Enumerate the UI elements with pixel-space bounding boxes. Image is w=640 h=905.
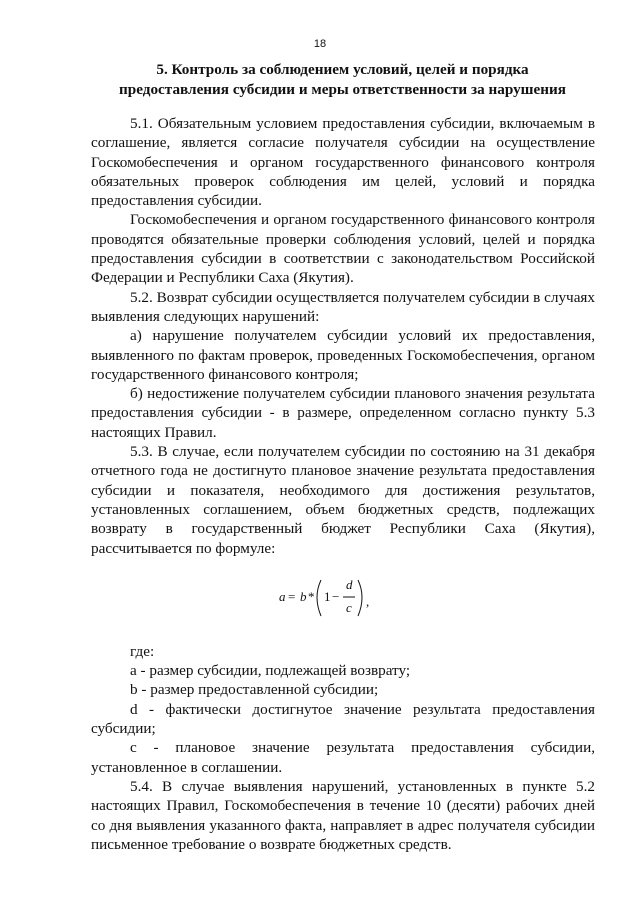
definition-d: d - фактически достигнутое значение результата предоставления субсидии; xyxy=(91,700,595,738)
formula-comma: , xyxy=(366,593,370,609)
section-title-line-1: 5. Контроль за соблюдением условий, целей и порядка xyxy=(156,61,529,78)
formula-numerator: d xyxy=(346,576,353,592)
formula-denominator: c xyxy=(346,599,352,615)
paragraph-item-b: б) недостижение получателем субсидии планового значения результата предоставления субсидии - в размере, определенном согласно пункту 5.3 настоящих Правил. xyxy=(91,385,595,441)
section-title-line-2: предоставления субсидии и меры ответственности за нарушения xyxy=(119,81,566,98)
formula-graphic xyxy=(273,566,413,626)
definitions-intro: где: xyxy=(130,642,155,660)
definition-c: c - плановое значение результата предоставления субсидии, установленное в соглашении. xyxy=(91,739,595,776)
definition-b: b - размер предоставленной субсидии; xyxy=(130,681,379,699)
definition-a: a - размер субсидии, подлежащей возврату; xyxy=(130,662,411,680)
right-paren xyxy=(358,580,362,616)
paragraph-5-2: 5.2. Возврат субсидии осуществляется получателем субсидии в случаях выявления следующих нарушений: xyxy=(91,288,596,325)
formula-b: b xyxy=(300,588,307,604)
left-paren xyxy=(317,580,321,616)
paragraph-5-4: 5.4. В случае выявления нарушений, установленных в пункте 5.2 настоящих Правил, Госкомобеспечения в течение 10 (десяти) рабочих дней со дня выявления указанного факта, направляет в адрес получателя субсидии письменное требование о возврате бюджетных средств. xyxy=(91,777,595,853)
paragraph-5-3: 5.3. В случае, если получателем субсидии по состоянию на 31 декабря отчетного года не достигнуто плановое значение результата предоставления субсидии и показателя, необходимого для достижения результатов, установленных соглашением, объем бюджетных средств, подлежащих возврату в государственный бюджет Республики Саха (Якутия), рассчитывается по формуле: xyxy=(91,443,595,557)
section-title xyxy=(90,60,595,100)
formula-lhs: a xyxy=(279,588,286,604)
formula-equals: = xyxy=(288,588,296,604)
section-body xyxy=(91,114,595,854)
page-number: 18 xyxy=(313,38,327,50)
formula-one: 1 xyxy=(324,588,331,604)
paragraph-5-1: 5.1. Обязательным условием предоставления субсидии, включаемым в соглашение, является согласие получателя субсидии на осуществление Госкомобеспечения и органом государственного финансового контроля обязательных проверок соблюдения им целей, условий и порядка предоставления субсидии. xyxy=(91,115,595,210)
paragraph-inspections: Госкомобеспечения и органом государственного финансового контроля проводятся обязательные проверки соблюдения условий, целей и порядка предоставления субсидии в соответствии с законодательством Российской Федерации и Республики Саха (Якутия). xyxy=(91,211,595,287)
formula-minus: − xyxy=(332,588,340,604)
paragraph-item-a: а) нарушение получателем субсидии условий их предоставления, выявленного по фактам проверок, проведенных Госкомобеспечения, органом государственного финансового контроля; xyxy=(91,327,595,383)
formula-star: * xyxy=(308,588,315,604)
refund-formula xyxy=(91,562,595,630)
